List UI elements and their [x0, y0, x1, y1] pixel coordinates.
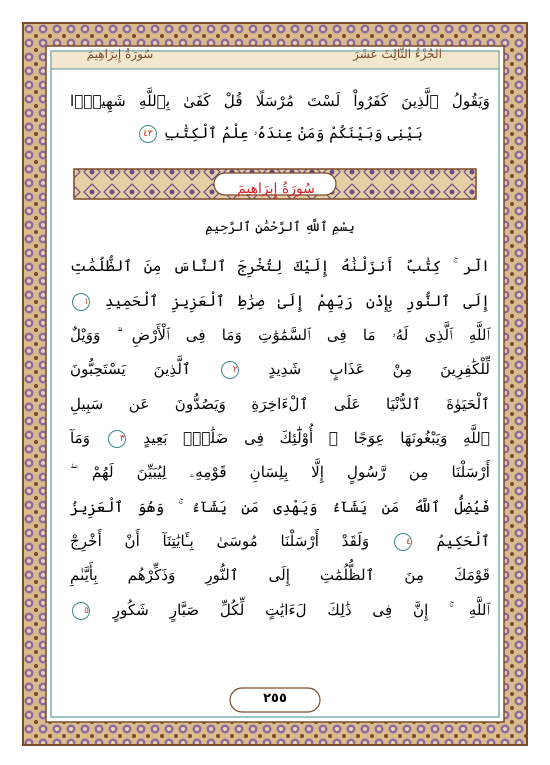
basmala: بِسْمِ ٱللَّهِ ٱلرَّحْمَٰنِ ٱلرَّحِيمِ [205, 220, 355, 235]
verse-text: وَيَقُولُ ٱلَّذِينَ كَفَرُواْ لَسْتَ مُرْسَلًا قُلْ كَفَىٰ بِٱللَّهِ شَهِيدَۢا [70, 92, 490, 110]
page-number: ٢٥٥ [263, 691, 287, 706]
ayah-number-marker: ٥ [72, 602, 90, 620]
verse-text: قَوْمَكَ مِنَ ٱلظُّلُمَٰتِ إِلَى ٱلنُّورِ وَذَكِّرْهُم بِأَيَّىٰمِ [70, 566, 490, 584]
verse-line [70, 85, 490, 117]
verse-text: لِّلْكَٰفِرِينَ مِنْ عَذَابٍ شَدِيدٍ [268, 360, 491, 378]
verse-line [70, 285, 490, 317]
ayah-number-marker: ٤ [394, 533, 412, 551]
surah-title: سُورَةُ إِبرَاهِيمَ [237, 181, 315, 197]
verse-text: الٓر ۚ كِتَٰبٌ أَنزَلْنَٰهُ إِلَيْكَ لِتُخْرِجَ ٱلنَّاسَ مِنَ ٱلظُّلُمَٰتِ [70, 257, 490, 275]
verse-text-continued: وَمَآ [70, 429, 91, 447]
verse-line [70, 422, 490, 454]
verse-text-continued: ٱلَّذِينَ يَسْتَحِبُّونَ [70, 360, 191, 378]
ayah-number-marker: ٤٣ [139, 125, 157, 143]
verse-line [70, 525, 490, 557]
ayah-number-marker: ٢ [221, 361, 239, 379]
verse-text: إِلَى ٱلنُّورِ بِإِذْنِ رَبِّهِمْ إِلَىٰ صِرَٰطِ ٱلْعَزِيزِ ٱلْحَمِيدِ [105, 292, 490, 310]
header-juz-name: الجُزْءُ الثَّالِثَ عَشَرَ [353, 47, 442, 61]
verse-text: فَيُضِلُّ ٱللَّهُ مَن يَشَآءُ وَيَهْدِى مَن يَشَآءُ ۚ وَهُوَ ٱلْعَزِيزُ [70, 498, 490, 516]
verse-line [70, 319, 490, 351]
ayah-number-marker: ٣ [108, 430, 126, 448]
verse-line [70, 388, 490, 420]
verse-line [70, 456, 490, 488]
verse-line [70, 559, 490, 591]
verse-text-continued: وَلَقَدْ أَرْسَلْنَا مُوسَىٰ بِـَٔايَٰتِنَآ أَنْ أَخْرِجْ [70, 532, 370, 550]
header-surah-name: سُورَةُ إِبرَاهِيمَ [86, 47, 154, 61]
verse-text: ٱللَّهِ ٱلَّذِى لَهُۥ مَا فِى ٱلسَّمَٰوَٰتِ وَمَا فِى ٱلْأَرْضِ ۗ وَوَيْلٌ [70, 326, 490, 344]
verse-line [70, 491, 490, 523]
verse-text: ٱلْحَيَوٰةَ ٱلدُّنْيَا عَلَى ٱلْءَاخِرَةِ وَيَصُدُّونَ عَن سَبِيلِ [70, 395, 490, 413]
verse-text: ٱلْحَكِيمُ [436, 532, 490, 550]
verse-line [70, 353, 490, 385]
verse-line [70, 117, 490, 149]
verse-line [70, 250, 490, 282]
verse-text: أَرْسَلْنَا مِن رَّسُولٍ إِلَّا بِلِسَانِ قَوْمِهِۦ لِيُبَيِّنَ لَهُمْ ۖ [70, 463, 490, 481]
verse-text: ٱللَّهِ ۚ إِنَّ فِى ذَٰلِكَ لَءَايَٰتٍ لِّكُلِّ صَبَّارٍ شَكُورٍ [112, 601, 491, 619]
verse-text: ٱللَّهِ وَيَبْغُونَهَا عِوَجًا ۚ أُوْلَٰٓئِكَ فِى ضَلَٰلٍۭ بَعِيدٍ [143, 429, 490, 447]
verse-line [70, 594, 490, 626]
ayah-number-marker: ١ [72, 293, 90, 311]
verse-text: بَيْنِى وَبَيْنَكُمْ وَمَنْ عِندَهُۥ عِلْمُ ٱلْكِتَٰبِ [163, 124, 424, 142]
